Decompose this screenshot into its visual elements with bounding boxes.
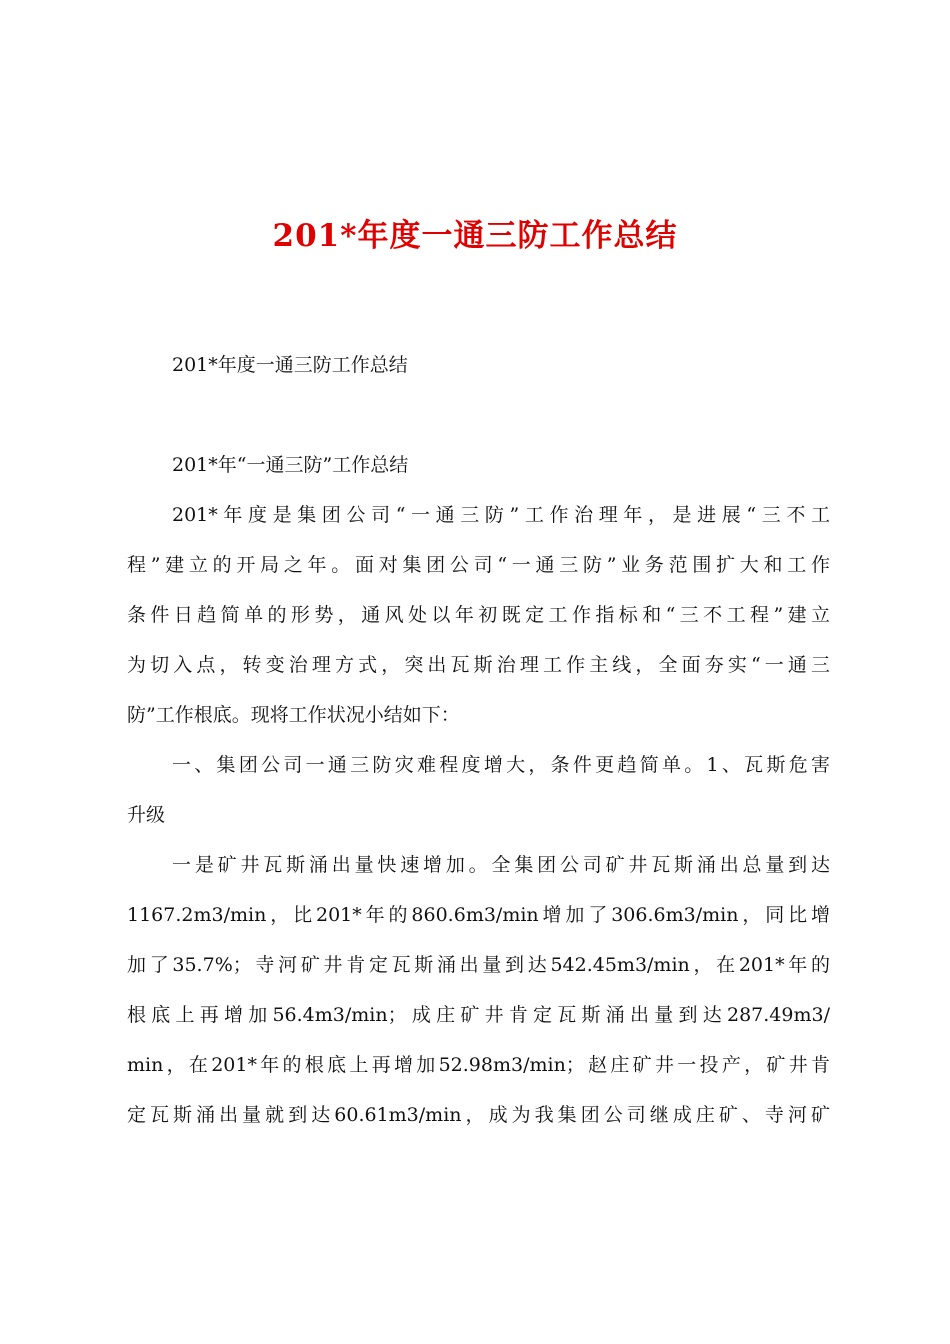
paragraph-line: 加了35.7%；寺河矿井肯定瓦斯涌出量到达542.45m3/min，在201*年的 xyxy=(127,954,830,976)
paragraph-line: 防”工作根底。现将工作状况小结如下： xyxy=(127,704,460,726)
document-title: 201*年度一通三防工作总结 xyxy=(272,218,678,254)
paragraph-line: 一是矿井瓦斯涌出量快速增加。全集团公司矿井瓦斯涌出总量到达 xyxy=(172,854,830,876)
paragraph-line: 条件日趋简单的形势，通风处以年初既定工作指标和“三不工程”建立 xyxy=(127,604,830,626)
section-heading: 201*年“一通三防”工作总结 xyxy=(172,454,409,476)
paragraph-line: 定瓦斯涌出量就到达60.61m3/min，成为我集团公司继成庄矿、寺河矿 xyxy=(127,1104,830,1126)
paragraph-line: 根底上再增加56.4m3/min；成庄矿井肯定瓦斯涌出量到达287.49m3/ xyxy=(127,1004,830,1026)
paragraph-line: 201*年度是集团公司“一通三防”工作治理年，是进展“三不工 xyxy=(172,504,830,526)
document-subtitle: 201*年度一通三防工作总结 xyxy=(172,354,408,376)
paragraph-line: min，在201*年的根底上再增加52.98m3/min；赵庄矿井一投产，矿井肯 xyxy=(127,1054,830,1076)
paragraph-line: 为切入点，转变治理方式，突出瓦斯治理工作主线，全面夯实“一通三 xyxy=(127,654,830,676)
paragraph-line: 1167.2m3/min，比201*年的860.6m3/min增加了306.6m3/min，同比增 xyxy=(127,904,830,926)
paragraph-line: 升级 xyxy=(127,804,166,826)
paragraph-line: 一、集团公司一通三防灾难程度增大，条件更趋简单。1、瓦斯危害 xyxy=(172,754,830,776)
paragraph-line: 程”建立的开局之年。面对集团公司“一通三防”业务范围扩大和工作 xyxy=(127,554,830,576)
